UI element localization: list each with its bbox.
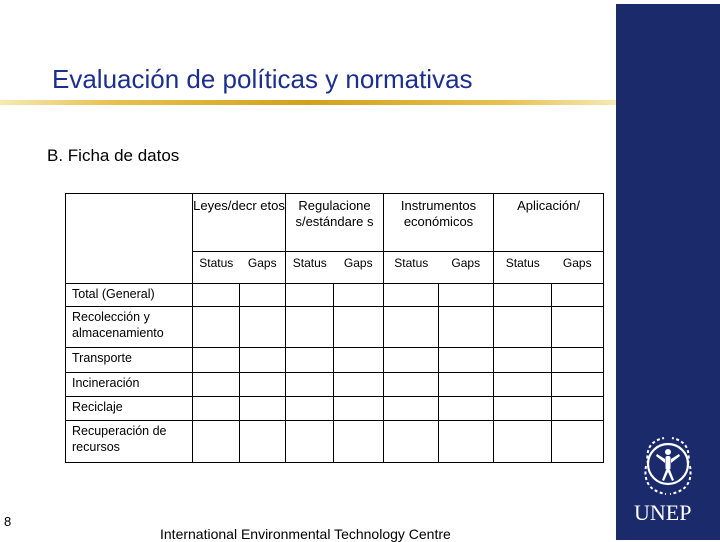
table-cell: [286, 284, 334, 307]
table-row: [66, 421, 604, 463]
subheader-gaps: Gaps: [552, 252, 604, 284]
table-cell: [439, 307, 494, 348]
table-cell: [240, 348, 286, 373]
un-emblem-icon: [628, 432, 708, 502]
table-cell: [193, 284, 240, 307]
subheader-status: Status: [193, 252, 240, 284]
table-cell: [439, 421, 494, 463]
row-label: Incineración: [66, 373, 193, 397]
slide-number: 8: [4, 514, 12, 529]
table-row: [66, 397, 604, 421]
group-header-economic-instruments: Instrumentos económicos: [384, 194, 494, 252]
table-cell: [193, 307, 240, 348]
subheader-status: Status: [286, 252, 334, 284]
table-cell: [384, 421, 439, 463]
subheader-gaps: Gaps: [240, 252, 286, 284]
table-cell: [286, 421, 334, 463]
table-cell: [494, 421, 552, 463]
table-cell: [240, 397, 286, 421]
table-cell: [494, 284, 552, 307]
group-header-laws: Leyes/decr etos: [193, 194, 286, 252]
table-row: [66, 373, 604, 397]
table-row: [66, 348, 604, 373]
table-row: [66, 284, 604, 307]
subheader-status: Status: [494, 252, 552, 284]
table-cell: [193, 373, 240, 397]
table-cell: [286, 307, 334, 348]
table-cell: [552, 307, 604, 348]
table-cell: [193, 397, 240, 421]
table-cell: [552, 397, 604, 421]
row-label: Transporte: [66, 348, 193, 373]
row-label: Total (General): [66, 284, 193, 307]
table-cell: [552, 284, 604, 307]
row-label: Reciclaje: [66, 397, 193, 421]
table-cell: [334, 421, 384, 463]
table-cell: [439, 397, 494, 421]
table-cell: [240, 421, 286, 463]
table-cell: [334, 373, 384, 397]
table-cell: [494, 397, 552, 421]
corner-cell: [66, 194, 193, 252]
table-cell: [334, 348, 384, 373]
table-cell: [334, 397, 384, 421]
table-cell: [193, 421, 240, 463]
table-cell: [494, 307, 552, 348]
subheader-status: Status: [384, 252, 439, 284]
subheader-gaps: Gaps: [439, 252, 494, 284]
section-subtitle: B. Ficha de datos: [47, 146, 180, 165]
table-cell: [240, 307, 286, 348]
table-cell: [552, 373, 604, 397]
row-label: Recolección y almacenamiento: [66, 307, 193, 348]
table-cell: [439, 284, 494, 307]
table-cell: [384, 307, 439, 348]
table-cell: [334, 284, 384, 307]
corner-cell-lower: [66, 252, 193, 284]
table-row: [66, 307, 604, 348]
unep-logo-text: UNEP: [634, 500, 692, 525]
group-header-regulations: Regulacione s/estándare s: [286, 194, 384, 252]
table-cell: [439, 348, 494, 373]
table-cell: [286, 397, 334, 421]
table-cell: [384, 348, 439, 373]
data-sheet-table: [65, 193, 604, 463]
table-cell: [193, 348, 240, 373]
table-cell: [552, 348, 604, 373]
table-cell: [384, 284, 439, 307]
subheader-gaps: Gaps: [334, 252, 384, 284]
table-cell: [384, 397, 439, 421]
table-cell: [240, 373, 286, 397]
table-cell: [334, 307, 384, 348]
table-cell: [439, 373, 494, 397]
row-label: Recuperación de recursos: [66, 421, 193, 463]
table-cell: [286, 373, 334, 397]
table-cell: [494, 348, 552, 373]
table-cell: [384, 373, 439, 397]
table-cell: [286, 348, 334, 373]
table-cell: [552, 421, 604, 463]
footer-text: International Environmental Technology Centre: [160, 526, 451, 542]
title-divider: [0, 100, 616, 105]
group-header-enforcement: Aplicación/: [494, 194, 604, 252]
slide-title: Evaluación de políticas y normativas: [52, 64, 473, 94]
table-cell: [240, 284, 286, 307]
table-cell: [494, 373, 552, 397]
